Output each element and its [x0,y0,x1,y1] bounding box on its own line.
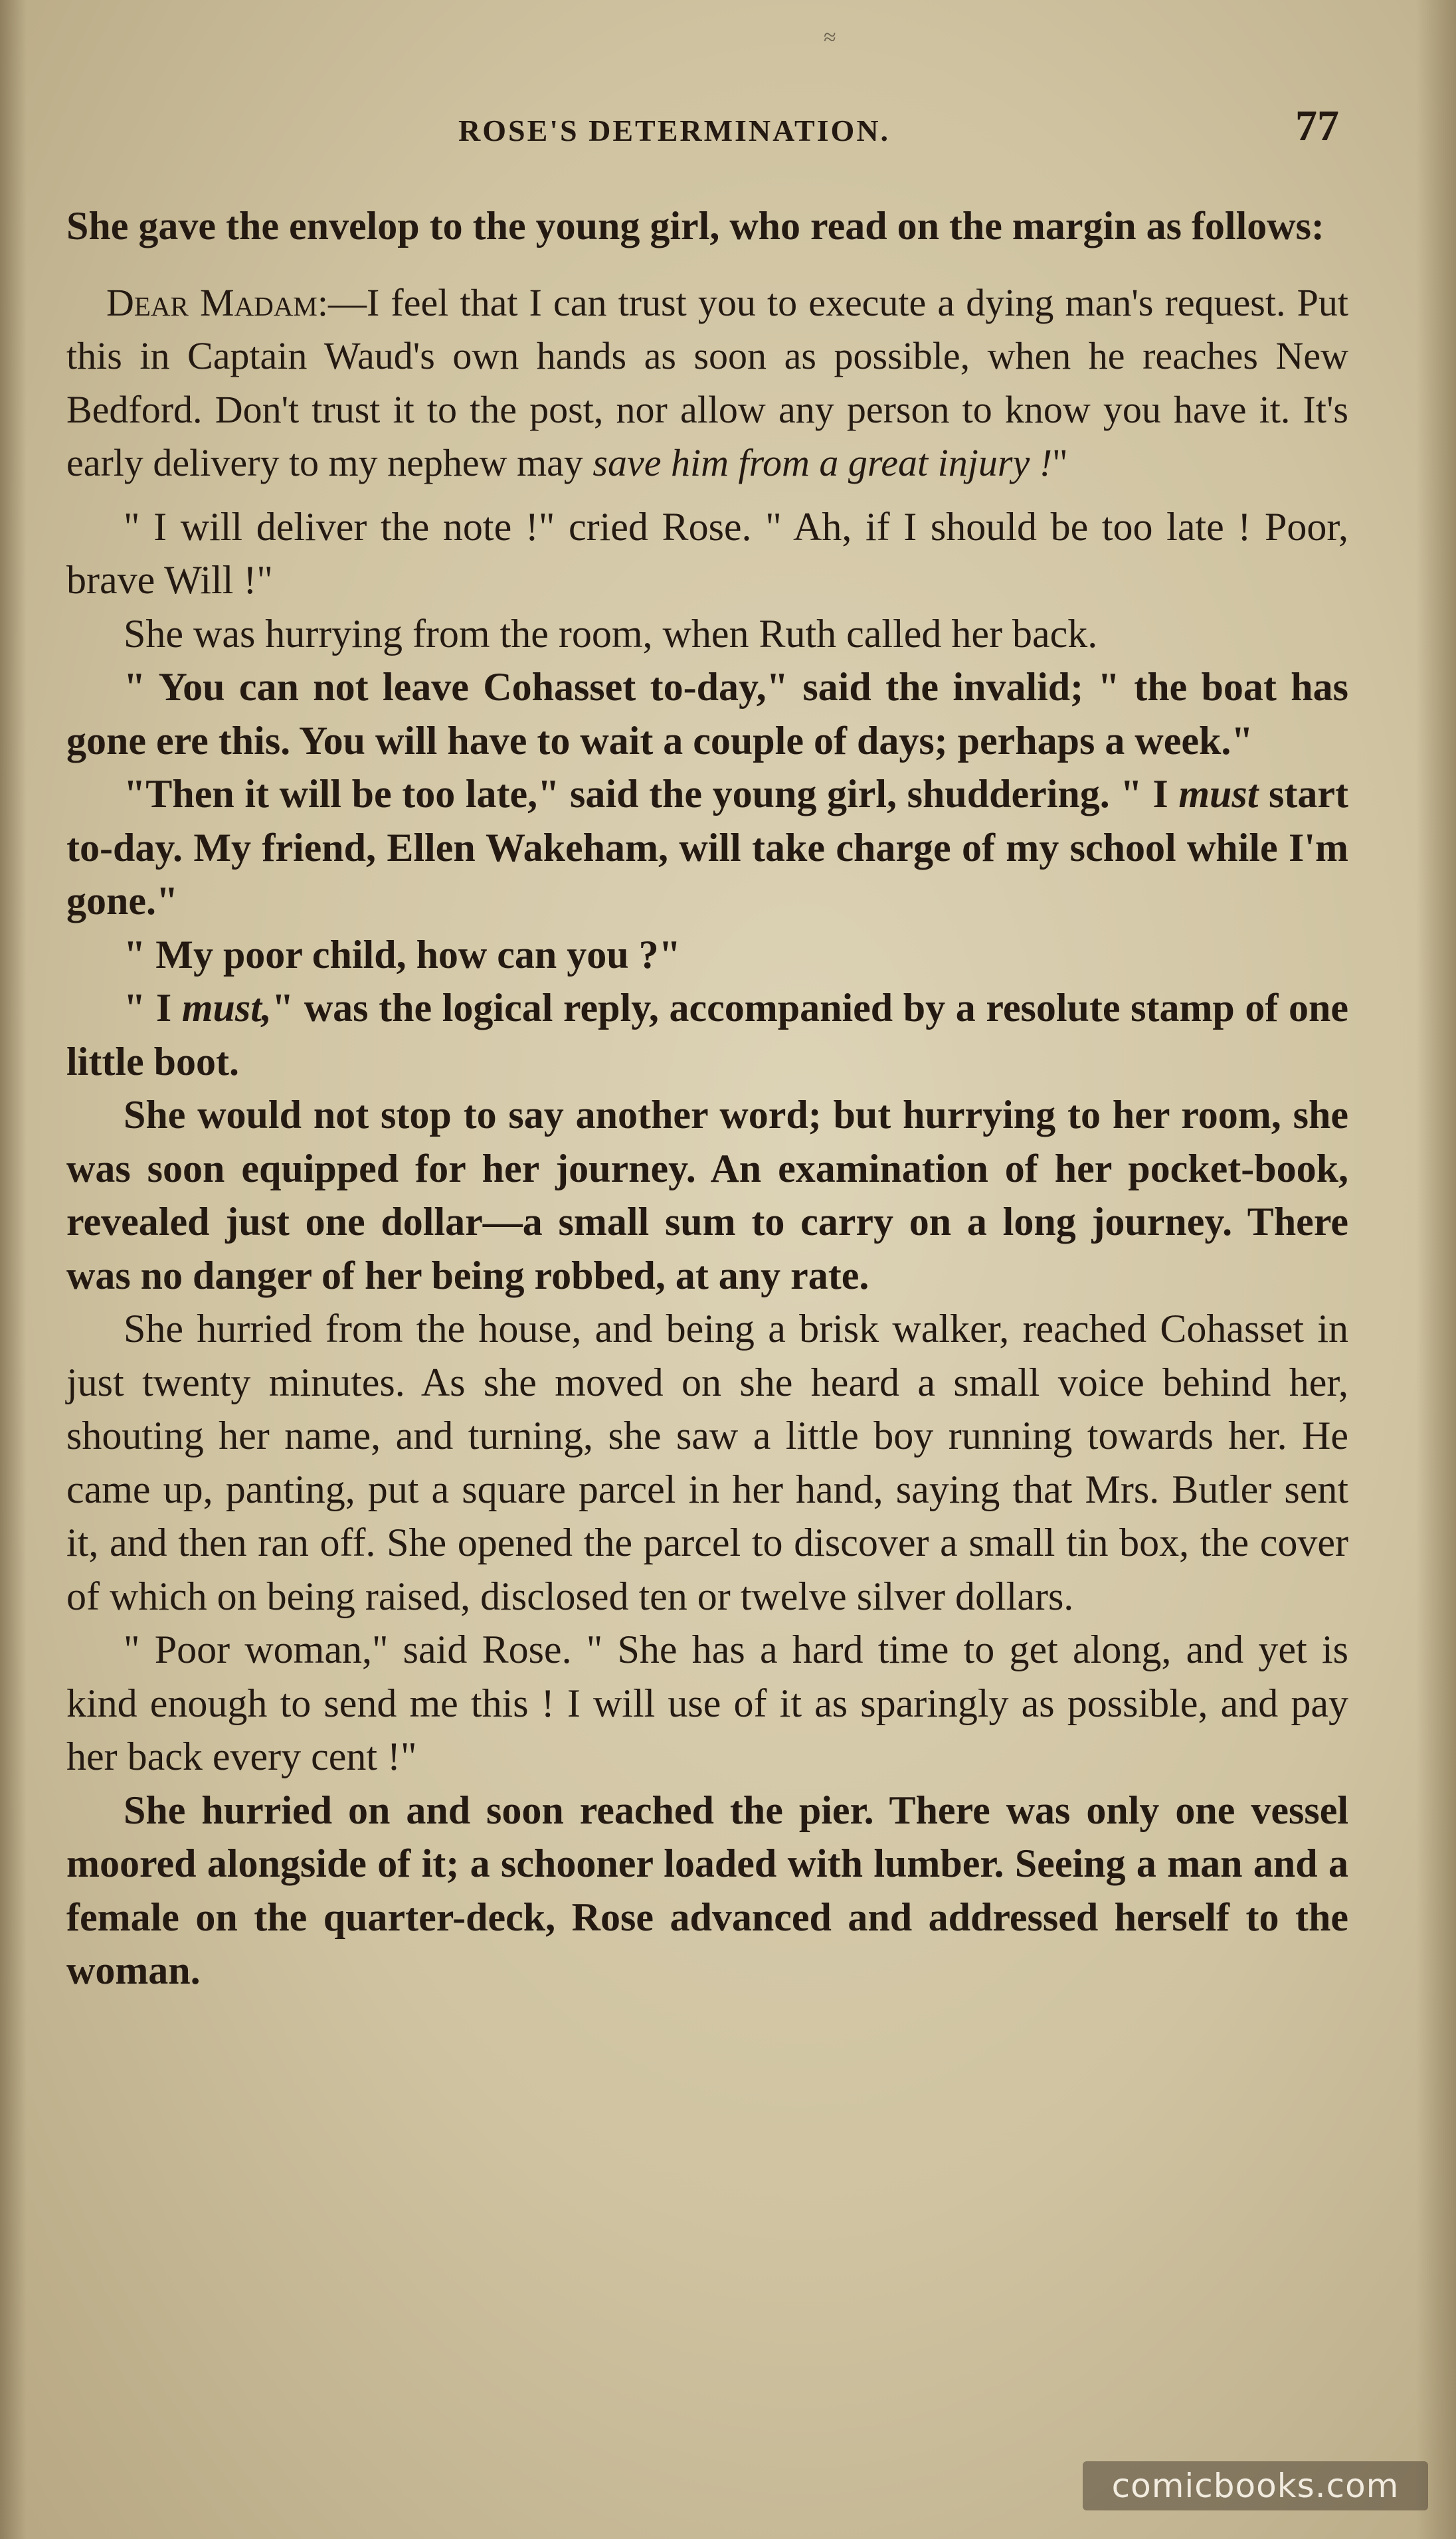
paragraph: " My poor child, how can you ?" [124,932,681,977]
paragraph-part: " I [124,986,182,1030]
paragraph-emphasis: must, [181,986,272,1030]
page-number: 77 [1295,102,1339,150]
letter-emphasis: save him from a great injury ! [592,441,1053,484]
page-edge-shadow-right [1416,0,1456,2539]
paragraph-emphasis: must [1178,772,1259,816]
paragraph: She was hurrying from the room, when Ruth called her back. [124,611,1098,656]
paragraph: She would not stop to say another word; but hurrying to her room, she was soon equipped for her journey. An examination of her pocket-book, revealed just one dollar—a small sum to carry on a long journey. There was no danger of her being robbed, at any rate. [66,1093,1348,1297]
body-text [66,199,1348,1998]
paragraph: She hurried on and soon reached the pier. There was only one vessel moored alongside of it; a schooner loaded with lumber. Seeing a man and a female on the quarter-deck, Rose advanced and addressed herself to the woman. [66,1788,1348,1992]
paragraph: She gave the envelop to the young girl, who read on the margin as follows: [66,204,1324,248]
letter-salutation: Dear Madam: [106,280,328,324]
page-edge-shadow-left [0,0,27,2539]
paragraph-part: "Then it will be too late," said the young girl, shuddering. " I [124,772,1179,816]
paragraph: " You can not leave Cohasset to-day," said the invalid; " the boat has gone ere this. You will have to wait a couple of days; perhaps a week." [66,665,1348,763]
paragraph-part: " was the logical reply, accompanied by a resolute stamp of one little boot. [66,986,1348,1083]
paragraph [66,767,1348,928]
letter-text: —I feel that I can trust you to execute a dying man's request. Put this in Captain Waud's own hands as soon as possible, when he reaches New Bedford. Don't trust it to the post, nor allow any person to know you have it. It's early delivery to my nephew may [66,280,1348,484]
paragraph: " I will deliver the note !" cried Rose. " Ah, if I should be too late ! Poor, brave Will !" [66,504,1348,602]
paragraph: " Poor woman," said Rose. " She has a hard time to get along, and yet is kind enough to send me this ! I will use of it as sparingly as possible, and pay her back every cent !" [66,1628,1348,1778]
paragraph [66,981,1348,1088]
running-head: ROSE'S DETERMINATION. [458,114,891,147]
letter-close: " [1052,441,1068,484]
paragraph: She hurried from the house, and being a brisk walker, reached Cohasset in just twenty minutes. As she moved on she heard a small voice behind her, shouting her name, and turning, she saw a little boy running towards her. He came up, panting, put a square parcel in her hand, saying that Mrs. Butler sent it, and then ran off. She opened the parcel to discover a small tin box, the cover of which on being raised, disclosed ten or twelve silver dollars. [66,1307,1348,1618]
letter-quote [66,276,1348,490]
watermark: comicbooks.com [1083,2461,1428,2510]
paragraph-part: start to-day. My friend, Ellen Wakeham, will take charge of my school while I'm gone." [66,772,1348,923]
printer-mark: ≈ [824,25,836,50]
